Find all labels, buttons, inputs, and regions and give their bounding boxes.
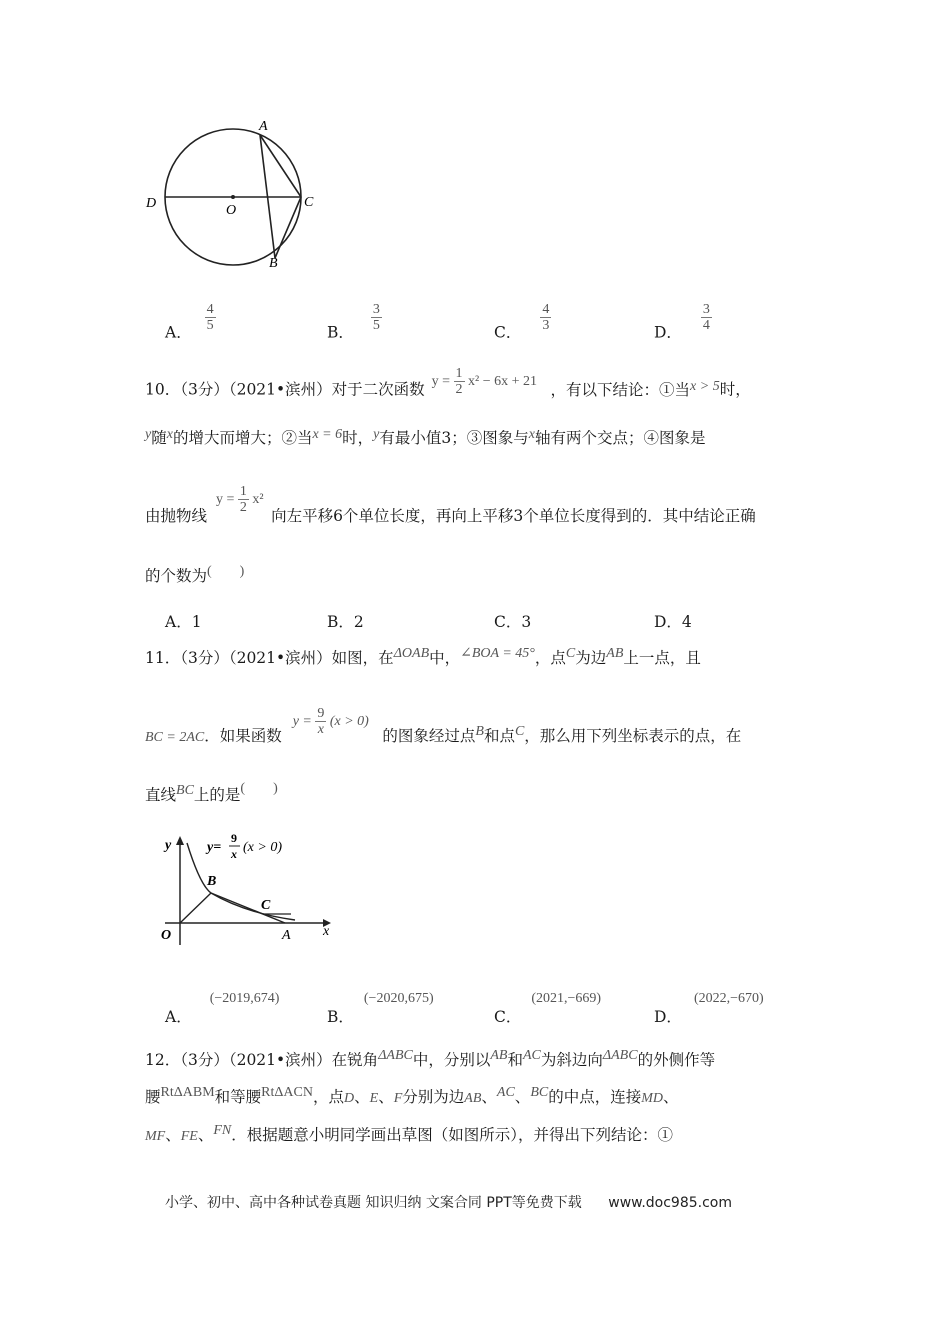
- q10-function: y = $\frac{1}{2}$ x² − 6x + 21: [431, 366, 538, 397]
- q11-option-b: B．(−2020,675): [327, 991, 434, 1026]
- fraction: $\frac{3}{5}$: [372, 302, 380, 333]
- q9-option-d: D． $\frac{3}{4}$: [654, 302, 710, 342]
- q11-option-a: A．(−2019,674): [165, 991, 280, 1026]
- q10-option-b: B．2: [327, 613, 364, 631]
- label-a: A: [282, 928, 291, 943]
- label-b: B: [269, 256, 278, 271]
- function-label-cond: (x > 0): [243, 840, 282, 855]
- q9-option-b: B． $\frac{3}{5}$: [327, 302, 380, 342]
- q10-line-2: y随x的增大而增大；②当x = 6时，y有最小值3；③图象与x轴有两个交点；④图象是: [145, 427, 706, 447]
- q10-line-1: 10．（3分）（2021•滨州）对于二次函数 y = $\frac{1}{2}$ x² − 6x + 21 ，有以下结论：①当x > 5时，: [145, 366, 751, 399]
- fraction: $\frac{3}{4}$: [702, 302, 710, 333]
- label-d: D: [146, 196, 157, 211]
- fraction: $\frac{4}{5}$: [206, 302, 214, 333]
- label-o: O: [226, 203, 237, 218]
- center-o-dot: [231, 195, 235, 199]
- q9-option-a: A． $\frac{4}{5}$: [165, 302, 214, 342]
- q11-graph-figure: [145, 825, 345, 950]
- footer-link[interactable]: www.doc985.com: [608, 1195, 732, 1211]
- q11-option-d: D．(2022,−670): [654, 991, 764, 1026]
- label-o: O: [161, 928, 172, 943]
- q12-line-2: 腰RtΔABM和等腰RtΔACN，点D、E、F分别为边AB、AC、BC的中点，连接MD、: [145, 1085, 679, 1106]
- q10-line-3: 由抛物线 y = $\frac{1}{2}$ x² 向左平移6个单位长度，再向上平移3个单位长度得到的．其中结论正确: [145, 484, 756, 525]
- q11-line-3: 直线BC上的是( ): [145, 781, 278, 804]
- answer-paren: ( ): [240, 781, 278, 796]
- label-c: C: [304, 195, 314, 210]
- q10-option-c: C．3: [494, 613, 532, 631]
- q10-option-a: A．1: [165, 613, 202, 631]
- label-y: y: [165, 838, 172, 853]
- q12-line-1: 12．（3分）（2021•滨州）在锐角ΔABC中，分别以AB和AC为斜边向ΔABC的外侧作等: [145, 1048, 716, 1069]
- label-c: C: [261, 898, 271, 913]
- fraction: $\frac{4}{3}$: [542, 302, 550, 333]
- q9-option-c: C． $\frac{4}{3}$: [494, 302, 550, 342]
- label-x: x: [323, 924, 330, 939]
- q11-line-2: BC = 2AC．如果函数 y = $\frac{9}{x}$ (x > 0) 的图象经过点B和点C，那么用下列坐标表示的点，在: [145, 706, 742, 745]
- segment-ob: [180, 893, 211, 923]
- answer-paren: ( ): [207, 564, 245, 579]
- function-label-lhs: y=: [207, 840, 222, 855]
- label-b: B: [207, 874, 217, 889]
- footer-text: 小学、初中、高中各种试卷真题 知识归纳 文案合同 PPT等免费下载: [165, 1195, 582, 1211]
- chord-bc: [275, 197, 301, 258]
- y-axis-arrow-icon: [176, 836, 184, 845]
- function-label-den: x: [231, 847, 237, 861]
- segment-ba: [211, 893, 285, 923]
- q9-circle-figure: [140, 110, 340, 275]
- q10-line-4: 的个数为( ): [145, 564, 245, 585]
- q10-option-d: D．4: [654, 613, 692, 631]
- q12-line-3: MF、FE、FN．根据题意小明同学画出草图（如图所示），并得出下列结论：①: [145, 1123, 674, 1144]
- q11-line-1: 11．（3分）（2021•滨州）如图，在ΔOAB中，∠BOA = 45°，点C为边AB上一点，且: [145, 646, 701, 667]
- function-label-num: 9: [231, 831, 237, 845]
- page-footer: [165, 1192, 732, 1212]
- q11-option-c: C．(2021,−669): [494, 991, 602, 1026]
- label-a: A: [259, 119, 268, 134]
